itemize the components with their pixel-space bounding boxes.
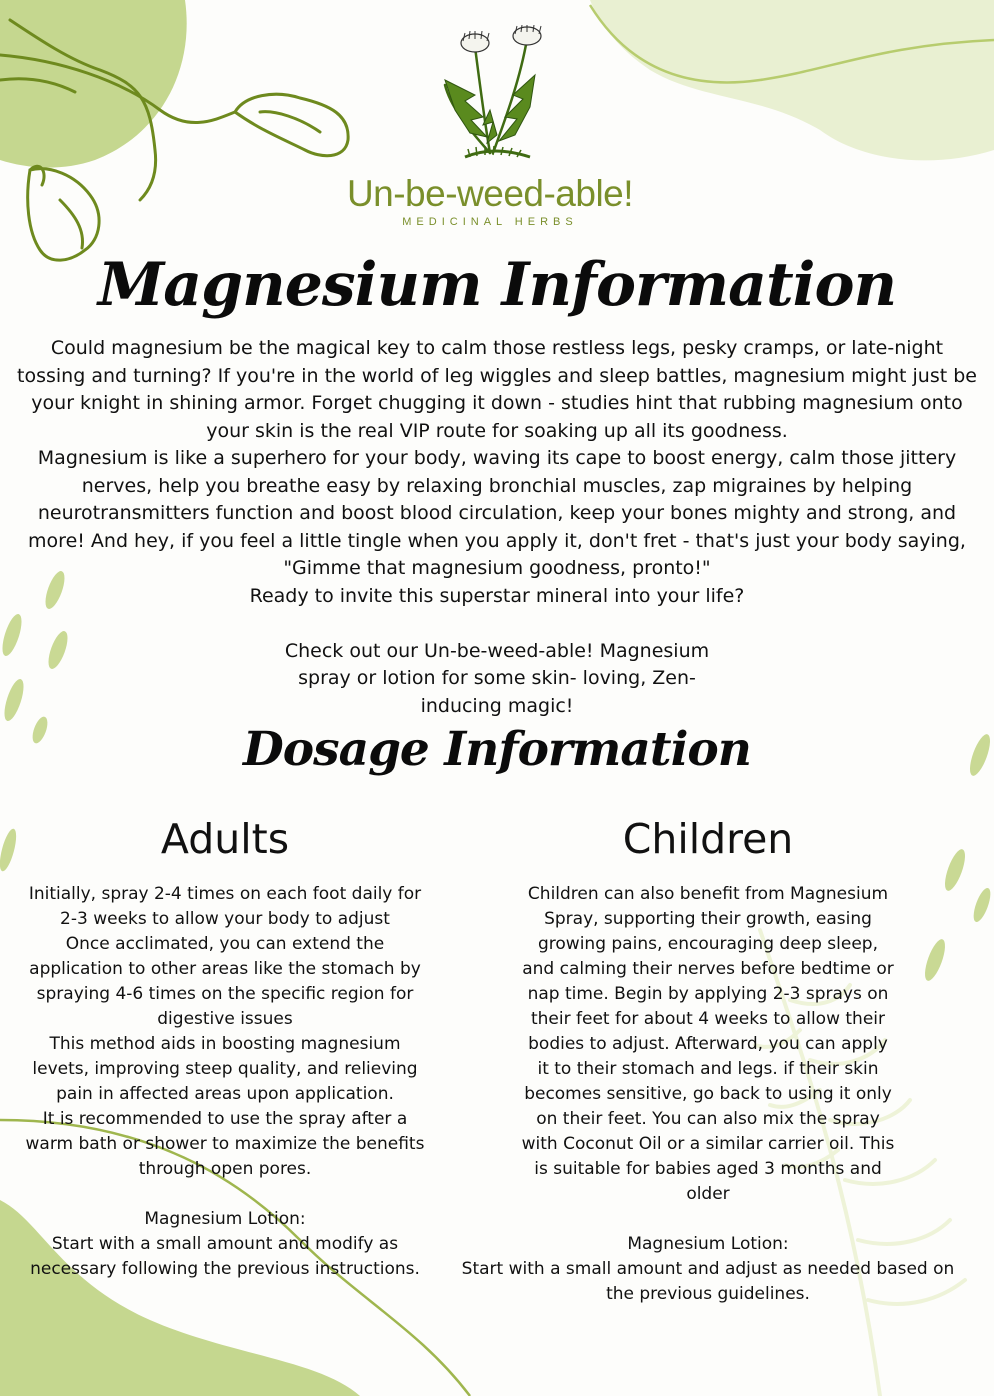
adults-lotion-text: Start with a small amount and modify as necessary following the previous instructions. [30,1234,420,1279]
adults-paragraph: Initially, spray 2-4 times on each foot daily for 2-3 weeks to allow your body to adjust [28,884,422,929]
dandelion-icon [435,25,545,163]
children-lotion-text: Start with a small amount and adjust as needed based on the previous guidelines. [461,1259,955,1304]
adults-heading: Adults [160,815,290,863]
children-column [450,812,966,1307]
intro-paragraph: Ready to invite this superstar mineral into your life? [249,584,745,607]
children-lotion-label: Magnesium Lotion: [627,1234,789,1254]
adults-body [20,882,430,1282]
adults-lotion-label: Magnesium Lotion: [144,1209,306,1229]
page-title: Magnesium Information [97,250,897,320]
brand-tagline: MEDICINAL HERBS [402,216,578,228]
intro-paragraph: Could magnesium be the magical key to calm those restless legs, pesky cramps, or late-night tossing and turning? If you're in the world of leg wiggles and sleep battles, magnesium might just be your knight in shining armor. Forget chugging it down - studies hint that rubbing magnesium onto your skin is the real VIP route for soaking up all its goodness. [17,337,977,442]
adults-paragraph: It is recommended to use the spray after a warm bath or shower to maximize the benefits through open pores. [25,1109,425,1179]
children-heading: Children [622,815,794,863]
dosage-title: Dosage Information [243,722,751,777]
children-paragraph: Children can also benefit from Magnesium Spray, supporting their growth, easing growing pains, encouraging deep sleep, and calming their nerves before bedtime or nap time. Begin by applying 2-3 sprays on their feet for about 4 weeks to allow their bodies to adjust. Afterward, you can apply it to their stomach and legs. if their skin becomes sensitive, go back to using it only on their feet. You can also mix the spray with Coconut Oil or a similar carrier oil. This is suitable for babies aged 3 months and older [521,884,895,1204]
brand-name: Un-be-weed-able! [346,173,634,214]
adults-paragraph: This method aids in boosting magnesium levets, improving steep quality, and relieving pain in affected areas upon application. [32,1034,418,1104]
intro-section [14,335,980,720]
intro-paragraph: Magnesium is like a superhero for your body, waving its cape to boost energy, calm those jittery nerves, help you breathe easy by relaxing bronchial muscles, zap migraines by helping neurotransmitters function and boost blood circulation, keep your bones mighty and strong, and more! And hey, if you feel a little tingle when you apply it, don't fret - that's just your body saying, "Gimme that magnesium goodness, pronto!" [28,447,966,579]
intro-call-to-action: Check out our Un-be-weed-able! Magnesium spray or lotion for some skin- loving, Zen-inducing magic! [284,639,710,717]
adults-paragraph: Once acclimated, you can extend the application to other areas like the stomach by spraying 4-6 times on the specific region for digestive issues [29,934,421,1029]
children-body [450,882,966,1307]
brand-logo [300,25,680,228]
adults-column [20,812,430,1282]
